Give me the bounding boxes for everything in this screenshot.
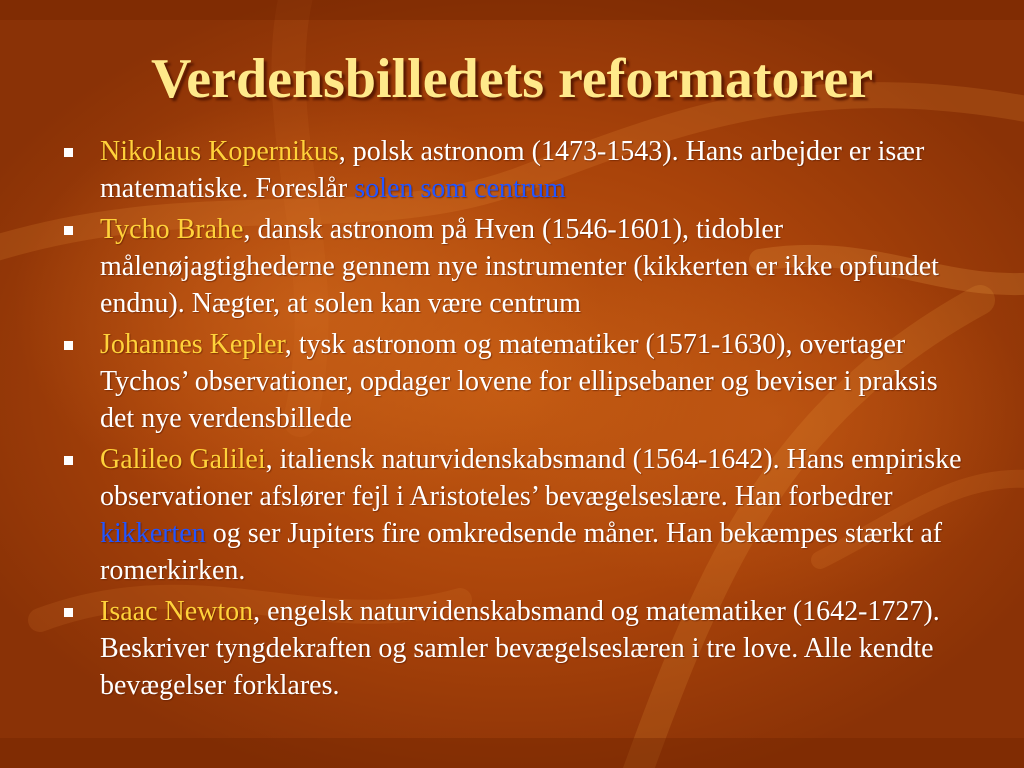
- bullet-item-newton: [62, 593, 962, 704]
- square-bullet-icon: [64, 456, 73, 465]
- bullet-text: , engelsk naturvidenskabsmand og matematiker (1642-1727). Beskriver tyngdekraften og samler bevægelseslæren i tre love. Alle kendte bevægelser forklares.: [100, 596, 940, 701]
- decor-bottom-shade: [0, 738, 1024, 768]
- person-name: Galileo Galilei: [100, 444, 266, 475]
- bullet-text: , dansk astronom på Hven (1546-1601), tidobler målenøjagtighederne gennem nye instrumenter (kikkerten er ikke opfundet endnu). Nægter, at solen kan være centrum: [100, 214, 939, 319]
- square-bullet-icon: [64, 608, 73, 617]
- bullet-text: , tysk astronom og matematiker (1571-1630), overtager Tychos’ observationer, opdager lovene for ellipsebaner og beviser i praksis det nye verdensbillede: [100, 329, 938, 434]
- bullet-list: [62, 133, 962, 708]
- person-name: Tycho Brahe: [100, 214, 244, 245]
- person-name: Isaac Newton: [100, 596, 254, 627]
- square-bullet-icon: [64, 341, 73, 350]
- bullet-item-galilei: [62, 441, 962, 589]
- bullet-text-tail: og ser Jupiters fire omkredsende måner. Han bekæmpes stærkt af romerkirken.: [100, 518, 943, 586]
- square-bullet-icon: [64, 226, 73, 235]
- bullet-text: , italiensk naturvidenskabsmand (1564-1642). Hans empiriske observationer afslører fejl i Aristoteles’ bevægelseslære. Han forbedrer: [100, 444, 962, 512]
- bullet-item-tycho-brahe: [62, 211, 962, 322]
- bullet-item-kepler: [62, 326, 962, 437]
- person-name: Nikolaus Kopernikus: [100, 136, 339, 167]
- square-bullet-icon: [64, 148, 73, 157]
- bullet-item-kopernikus: [62, 133, 962, 207]
- decor-top-shade: [0, 0, 1024, 20]
- hyperlink-solen-som-centrum[interactable]: solen som centrum: [354, 173, 566, 204]
- slide-title: Verdensbilledets reformatorer: [150, 48, 874, 110]
- person-name: Johannes Kepler: [100, 329, 285, 360]
- bullet-text: , polsk astronom (1473-1543). Hans arbejder er især matematiske. Foreslår: [100, 136, 925, 204]
- hyperlink-kikkerten[interactable]: kikkerten: [100, 518, 206, 549]
